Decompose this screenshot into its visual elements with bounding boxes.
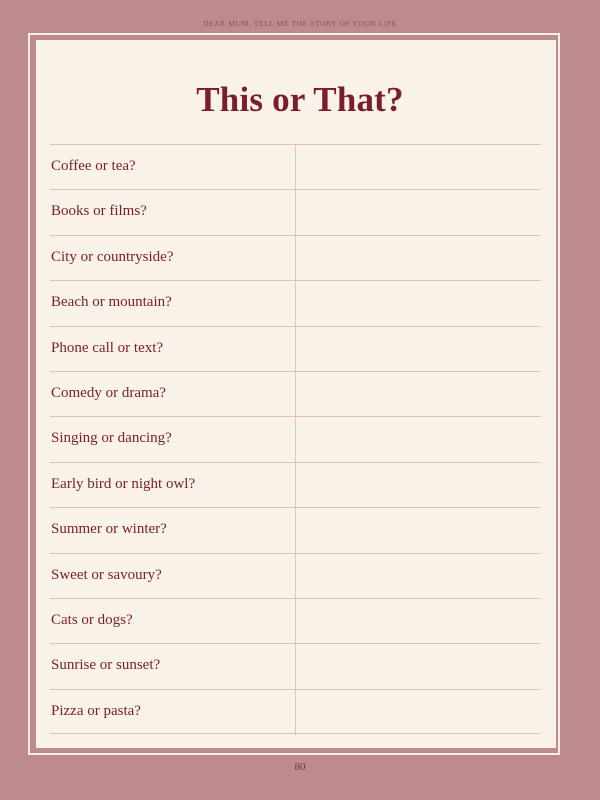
answer-cell[interactable]	[295, 372, 541, 416]
answer-cell[interactable]	[295, 327, 541, 371]
question-label: Books or films?	[51, 203, 147, 220]
answer-cell[interactable]	[295, 236, 541, 280]
question-label: Coffee or tea?	[51, 158, 136, 174]
answer-cell[interactable]	[295, 145, 541, 189]
answer-cell[interactable]	[295, 463, 541, 507]
question-label: Sunrise or sunset?	[51, 657, 161, 674]
answer-cell[interactable]	[295, 281, 541, 325]
answer-cell[interactable]	[295, 644, 541, 688]
question-label: Sweet or savoury?	[51, 566, 162, 583]
question-label: City or countryside?	[51, 248, 174, 265]
question-label: Summer or winter?	[51, 521, 167, 538]
answer-cell[interactable]	[295, 690, 541, 733]
question-label: Singing or dancing?	[51, 430, 172, 447]
question-label: Beach or mountain?	[51, 294, 172, 311]
page-title: This or That?	[196, 80, 404, 119]
question-label: Pizza or pasta?	[51, 702, 141, 719]
question-label: Phone call or text?	[51, 339, 164, 356]
question-label: Comedy or drama?	[51, 384, 166, 401]
answer-cell[interactable]	[295, 508, 541, 552]
running-header: DEAR MUM, TELL ME THE STORY OF YOUR LIFE	[203, 19, 397, 28]
answer-cell[interactable]	[295, 554, 541, 598]
question-label: Early bird or night owl?	[51, 475, 196, 492]
answer-cell[interactable]	[295, 599, 541, 643]
page-number: 80	[294, 761, 306, 773]
column-divider	[295, 144, 296, 735]
answer-cell[interactable]	[295, 417, 541, 461]
question-label: Cats or dogs?	[51, 611, 133, 628]
answer-cell[interactable]	[295, 190, 541, 234]
